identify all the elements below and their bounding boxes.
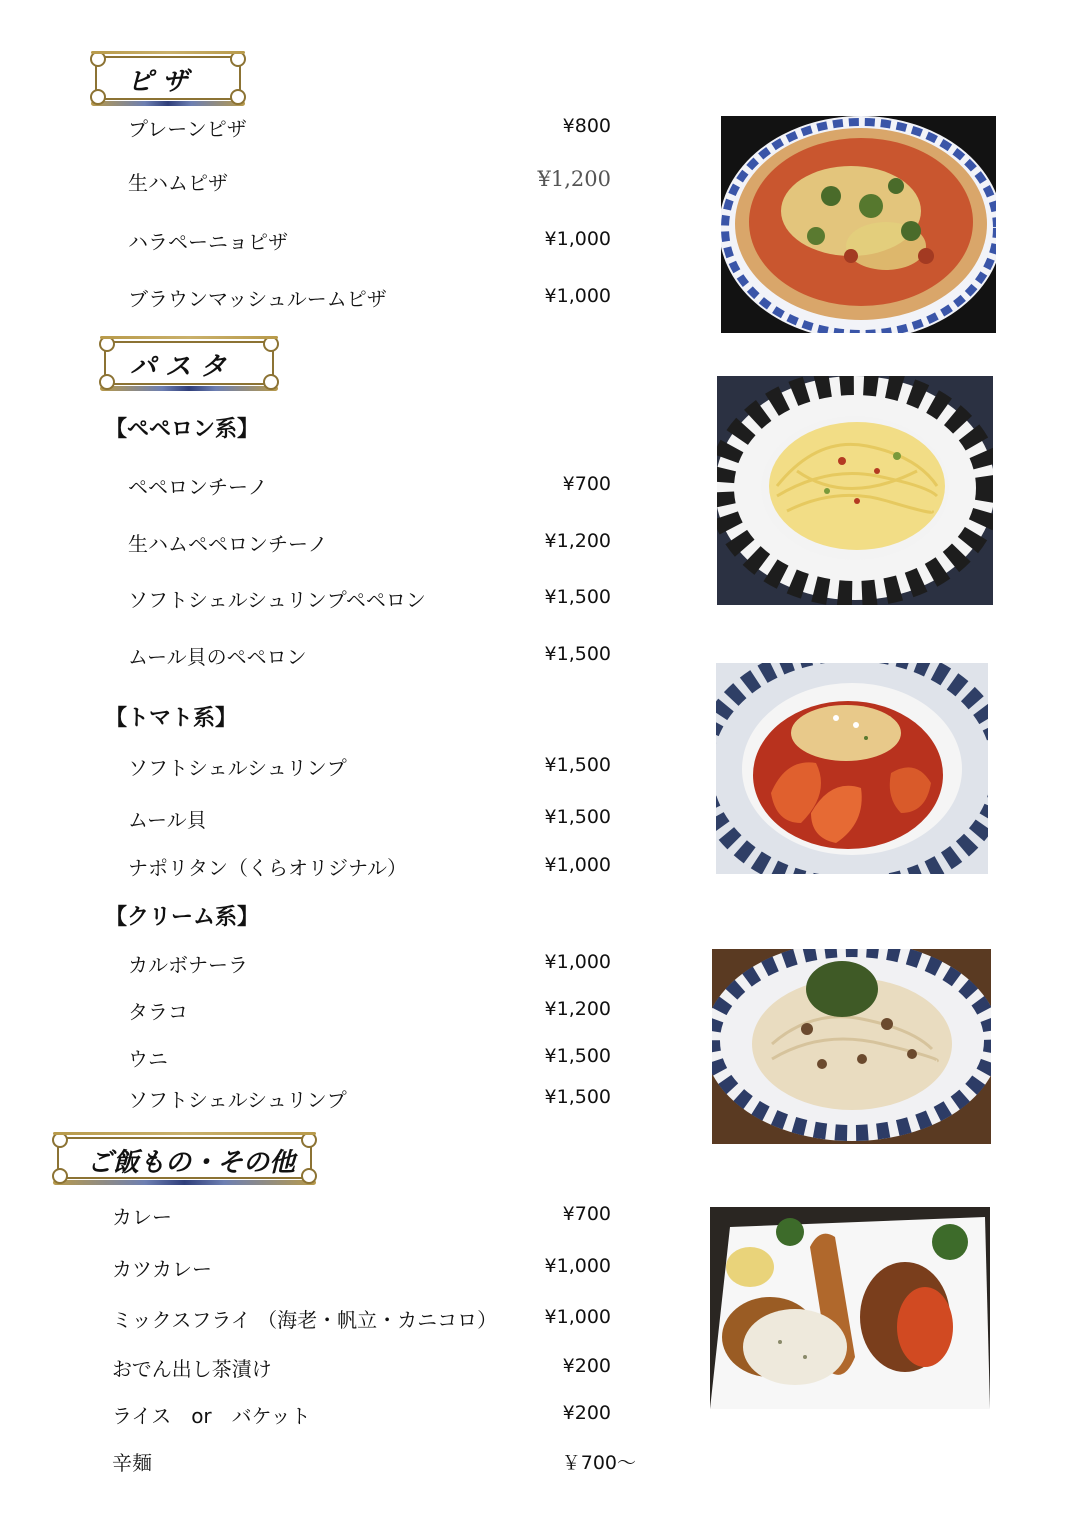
menu-item-name: ソフトシェルシュリンプ <box>128 1088 347 1112</box>
menu-item-name: 生ハムピザ <box>128 171 228 195</box>
menu-item-price: ¥200 <box>562 1402 611 1424</box>
cream-pasta-photo <box>712 949 991 1144</box>
menu-item-price: ¥700 <box>562 1203 611 1225</box>
menu-item-name: 生ハムペペロンチーノ <box>128 532 328 556</box>
menu-item-name: カレー <box>112 1205 172 1229</box>
tomato-pasta-photo <box>716 663 988 874</box>
menu-item-price: ¥700 <box>562 473 611 495</box>
pasta-tomato-subtitle: 【トマト系】 <box>105 706 238 731</box>
menu-item-price: ¥800 <box>562 115 611 137</box>
menu-item-price: ¥1,000 <box>544 854 611 876</box>
pasta-header-frame <box>104 341 274 385</box>
menu-item-price: ¥1,200 <box>544 530 611 552</box>
menu-item-price: ¥1,500 <box>544 586 611 608</box>
pasta-peperon-subtitle: 【ペペロン系】 <box>105 417 260 442</box>
mix-fry-photo <box>710 1207 990 1409</box>
menu-item-name: ミックスフライ （海老・帆立・カニコロ） <box>112 1308 498 1332</box>
menu-item-price: ¥1,500 <box>544 1086 611 1108</box>
menu-item-name: タラコ <box>128 1000 188 1024</box>
menu-item-name: ブラウンマッシュルームピザ <box>128 287 387 311</box>
pizza-photo <box>721 116 996 333</box>
menu-item-name: ウニ <box>128 1047 168 1071</box>
menu-item-price: ¥1,500 <box>544 1045 611 1067</box>
menu-item-name: ナポリタン（くらオリジナル） <box>128 856 407 880</box>
menu-item-name: ハラペーニョピザ <box>128 230 288 254</box>
menu-item-price: ¥1,200 <box>544 998 611 1020</box>
menu-item-price: ¥1,000 <box>544 1255 611 1277</box>
menu-item-price: ¥1,500 <box>544 754 611 776</box>
menu-item-name: ソフトシェルシュリンプペペロン <box>128 588 426 612</box>
menu-item-price: ¥1,200 <box>537 167 611 191</box>
menu-item-name: プレーンピザ <box>128 117 247 141</box>
menu-item-name: ムール貝 <box>128 808 207 832</box>
menu-item-name: 辛麺 <box>112 1451 152 1475</box>
menu-item-price: ¥1,000 <box>544 285 611 307</box>
menu-item-price: ¥200 <box>562 1355 611 1377</box>
menu-item-name: カルボナーラ <box>128 953 248 977</box>
menu-item-price: ¥1,000 <box>544 228 611 250</box>
menu-item-price: ¥1,000 <box>544 951 611 973</box>
menu-item-price: ¥1,500 <box>544 806 611 828</box>
pizza-section-title: ピ ザ <box>127 67 189 97</box>
pasta-cream-subtitle: 【クリーム系】 <box>105 905 260 930</box>
menu-item-name: おでん出し茶漬け <box>112 1357 272 1381</box>
menu-item-price: ¥1,500 <box>544 643 611 665</box>
rice-header-frame <box>57 1137 312 1179</box>
menu-item-name: ソフトシェルシュリンプ <box>128 756 347 780</box>
pizza-header-frame <box>95 56 241 100</box>
rice-section-title: ご飯もの・その他 <box>87 1148 296 1178</box>
menu-item-name: ライス or バケット <box>112 1404 311 1428</box>
peperoncino-photo <box>717 376 993 605</box>
menu-item-name: ムール貝のペペロン <box>128 645 307 669</box>
pasta-section-title: パ ス タ <box>130 352 227 382</box>
menu-item-name: ペペロンチーノ <box>128 475 268 499</box>
menu-item-name: カツカレー <box>112 1257 212 1281</box>
menu-item-price: ¥1,000 <box>544 1306 611 1328</box>
menu-item-price: ￥700～ <box>561 1452 636 1474</box>
